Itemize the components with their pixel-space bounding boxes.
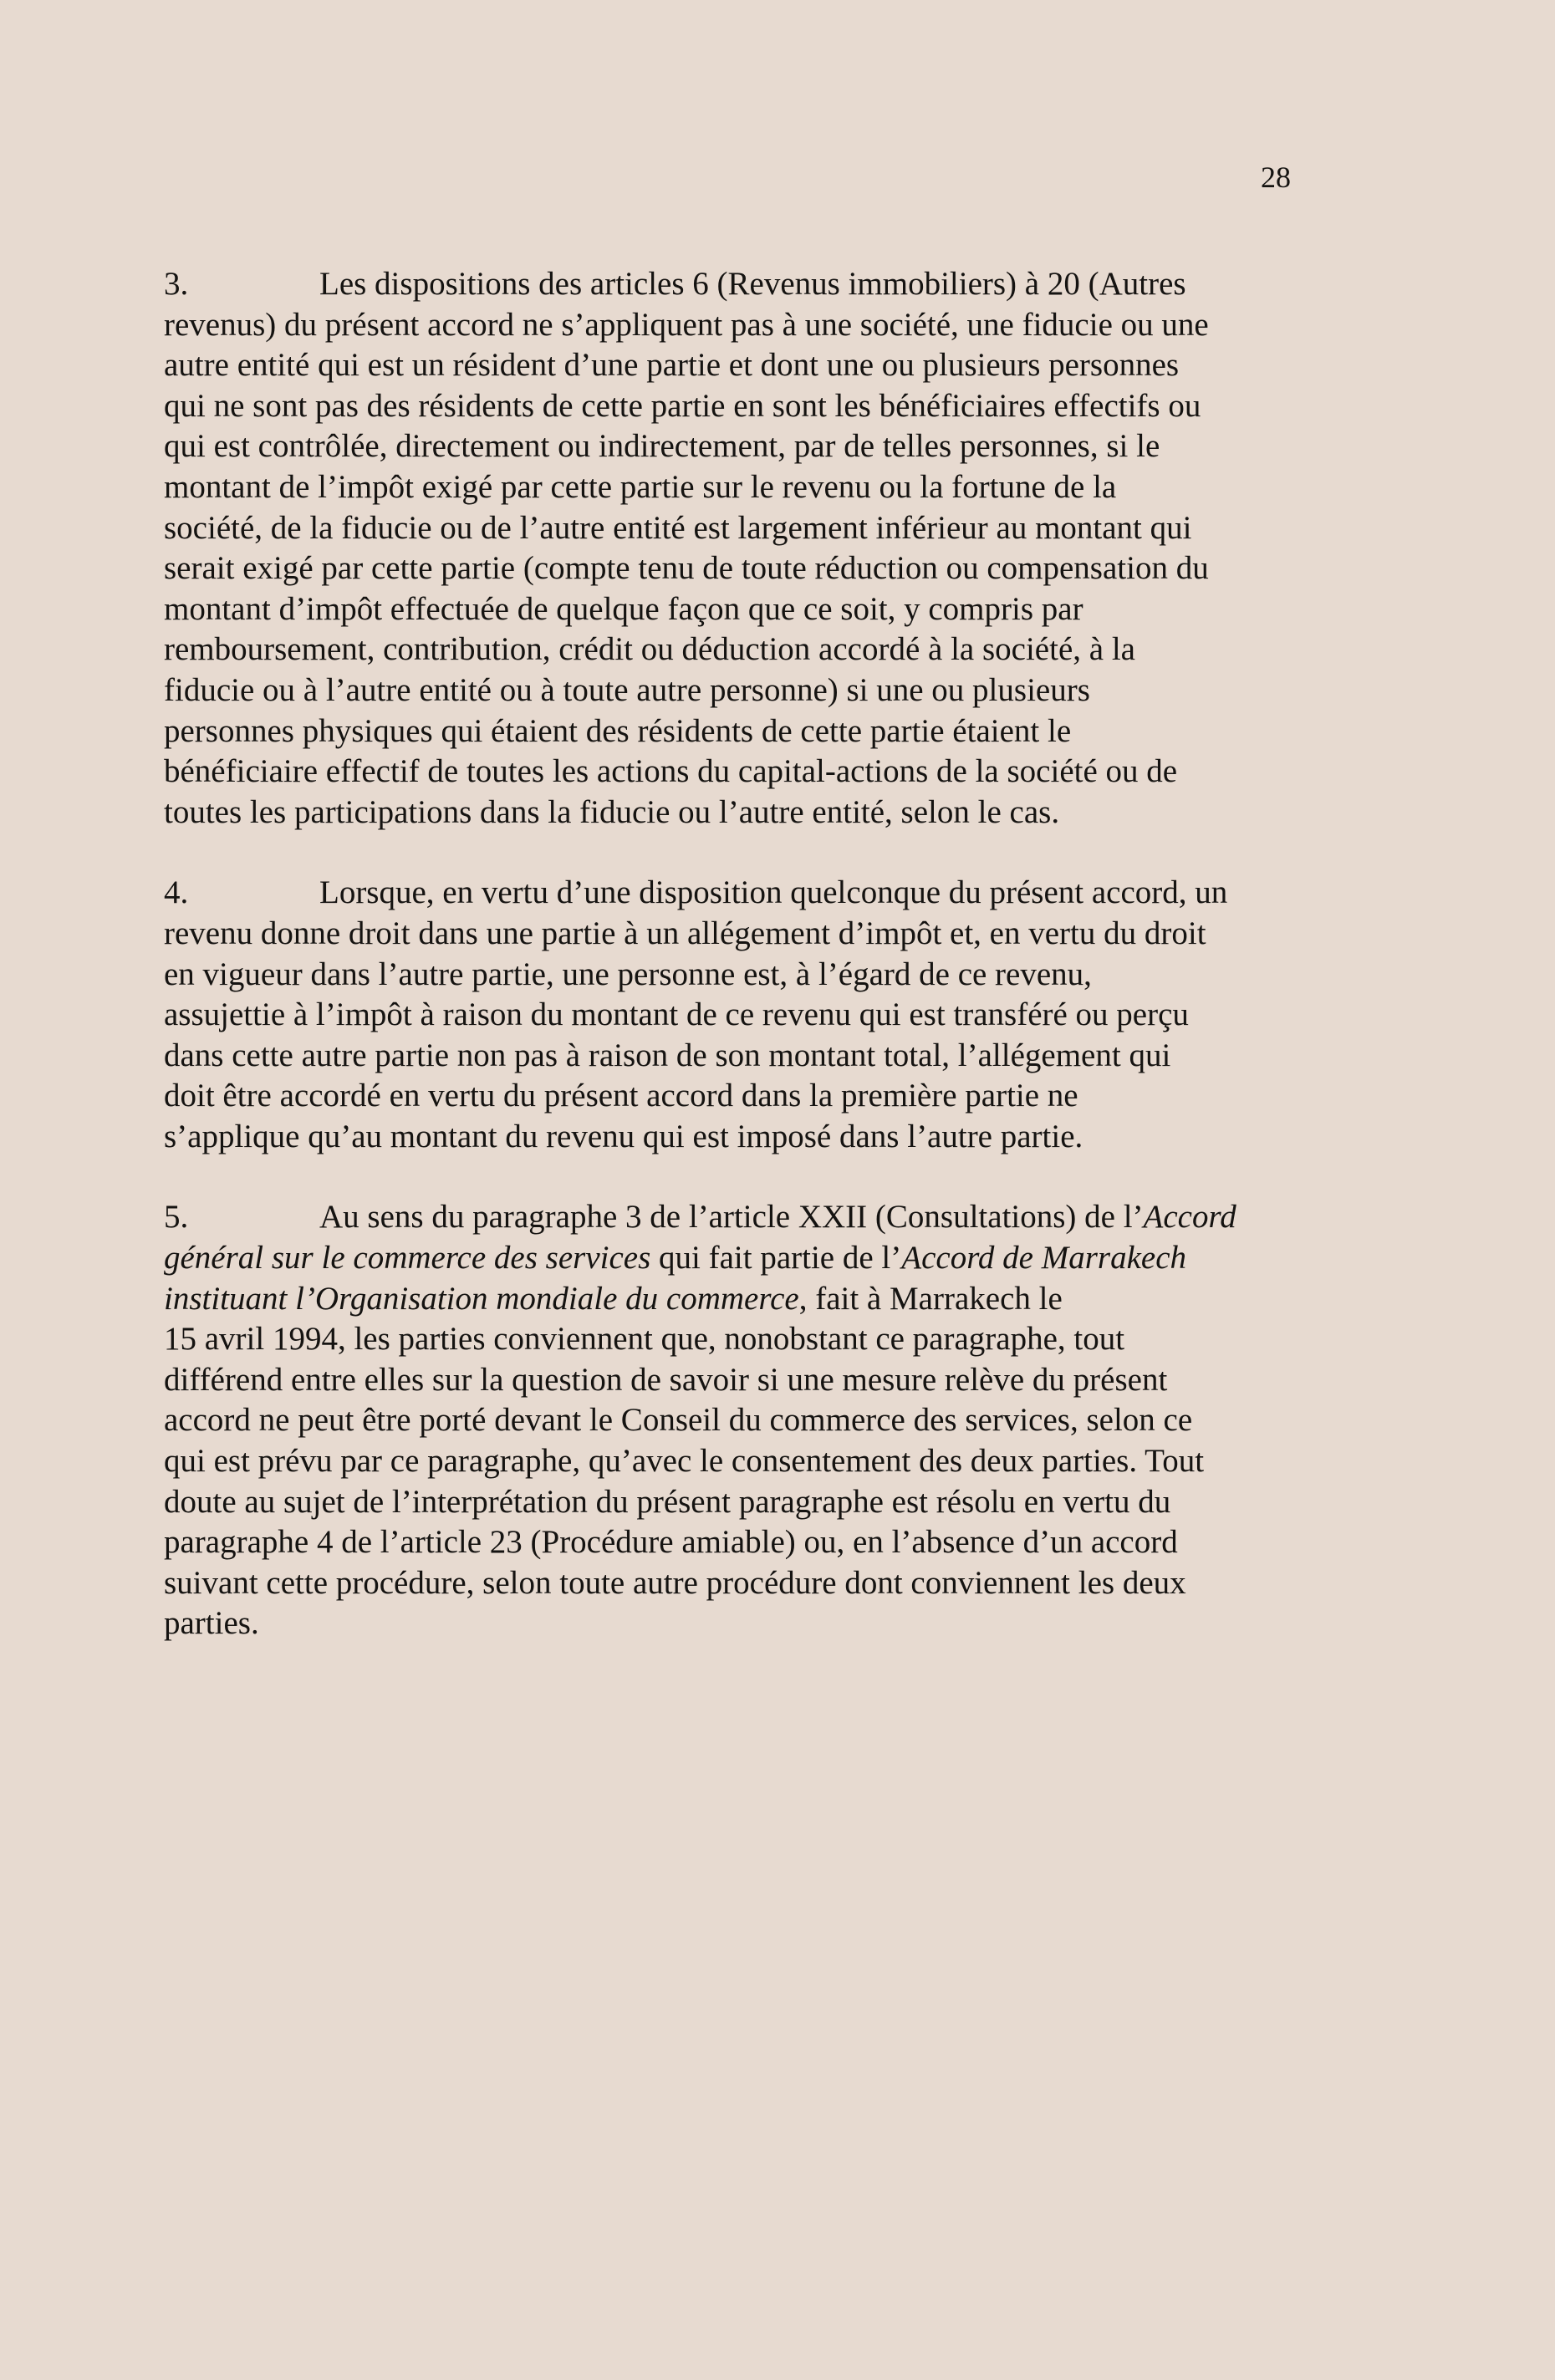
text-line: toutes les participations dans la fiducie ou l’autre entité, selon le cas. xyxy=(164,793,1060,830)
text-line: autre entité qui est un résident d’une partie et dont une ou plusieurs personnes xyxy=(164,347,1180,384)
paragraph-number: 5. xyxy=(164,1199,189,1236)
text-line: général sur le commerce des services qui fait partie de l’Accord de Marrakech xyxy=(164,1240,1187,1277)
text-line: s’applique qu’au montant du revenu qui est imposé dans l’autre partie. xyxy=(164,1118,1083,1154)
italic-title: Accord de Marrakech xyxy=(901,1240,1187,1277)
page-number: 28 xyxy=(1261,161,1291,194)
text-line: personnes physiques qui étaient des résidents de cette partie étaient le xyxy=(164,712,1072,749)
paragraph-3 xyxy=(164,264,1334,833)
text-line: paragraphe 4 de l’article 23 (Procédure amiable) ou, en l’absence d’un accord xyxy=(164,1524,1178,1561)
text-line: suivant cette procédure, selon toute autre procédure dont conviennent les deux xyxy=(164,1564,1186,1601)
paragraph-number: 3. xyxy=(164,266,189,302)
italic-title: instituant l’Organisation mondiale du commerce xyxy=(164,1280,799,1317)
paragraph-number: 4. xyxy=(164,874,189,911)
italic-title: Accord xyxy=(1143,1199,1236,1236)
text-line: doit être accordé en vertu du présent accord dans la première partie ne xyxy=(164,1078,1078,1114)
document-body xyxy=(164,264,1334,1684)
text-line: qui est prévu par ce paragraphe, qu’avec le consentement des deux parties. Tout xyxy=(164,1443,1205,1480)
text-line: remboursement, contribution, crédit ou déduction accordé à la société, à la xyxy=(164,631,1135,668)
text-line: serait exigé par cette partie (compte tenu de toute réduction ou compensation du xyxy=(164,550,1209,587)
text-line: 5. Au sens du paragraphe 3 de l’article XXII (Consultations) de l’Accord xyxy=(164,1197,1334,1238)
text-line: qui est contrôlée, directement ou indirectement, par de telles personnes, si le xyxy=(164,428,1160,465)
text-line: instituant l’Organisation mondiale du commerce, fait à Marrakech le xyxy=(164,1280,1063,1317)
italic-title: général sur le commerce des services xyxy=(164,1240,651,1277)
text-line: doute au sujet de l’interprétation du présent paragraphe est résolu en vertu du xyxy=(164,1483,1171,1520)
text-line: 4. Lorsque, en vertu d’une disposition quelconque du présent accord, un xyxy=(164,873,1334,914)
text-line: montant d’impôt effectuée de quelque façon que ce soit, y compris par xyxy=(164,590,1083,627)
text-line: montant de l’impôt exigé par cette partie sur le revenu ou la fortune de la xyxy=(164,468,1117,505)
paragraph-5 xyxy=(164,1197,1334,1644)
text-line: accord ne peut être porté devant le Conseil du commerce des services, selon ce xyxy=(164,1402,1193,1439)
text-line: dans cette autre partie non pas à raison de son montant total, l’allégement qui xyxy=(164,1037,1171,1073)
text-line: différend entre elles sur la question de savoir si une mesure relève du présent xyxy=(164,1361,1168,1398)
text-line: 15 avril 1994, les parties conviennent que, nonobstant ce paragraphe, tout xyxy=(164,1321,1125,1358)
text-line: 3. Les dispositions des articles 6 (Revenus immobiliers) à 20 (Autres xyxy=(164,264,1334,305)
paragraph-4 xyxy=(164,873,1334,1157)
text-line: en vigueur dans l’autre partie, une personne est, à l’égard de ce revenu, xyxy=(164,956,1092,992)
text-line: fiducie ou à l’autre entité ou à toute autre personne) si une ou plusieurs xyxy=(164,671,1090,708)
text-line: revenu donne droit dans une partie à un allégement d’impôt et, en vertu du droit xyxy=(164,915,1206,951)
text-line: société, de la fiducie ou de l’autre entité est largement inférieur au montant qui xyxy=(164,509,1192,546)
text-line: bénéficiaire effectif de toutes les actions du capital-actions de la société ou de xyxy=(164,753,1178,790)
text-line: revenus) du présent accord ne s’appliquent pas à une société, une fiducie ou une xyxy=(164,306,1209,343)
text-line: parties. xyxy=(164,1605,259,1642)
text-line: assujettie à l’impôt à raison du montant de ce revenu qui est transféré ou perçu xyxy=(164,996,1189,1033)
text-line: qui ne sont pas des résidents de cette partie en sont les bénéficiaires effectifs ou xyxy=(164,387,1201,424)
